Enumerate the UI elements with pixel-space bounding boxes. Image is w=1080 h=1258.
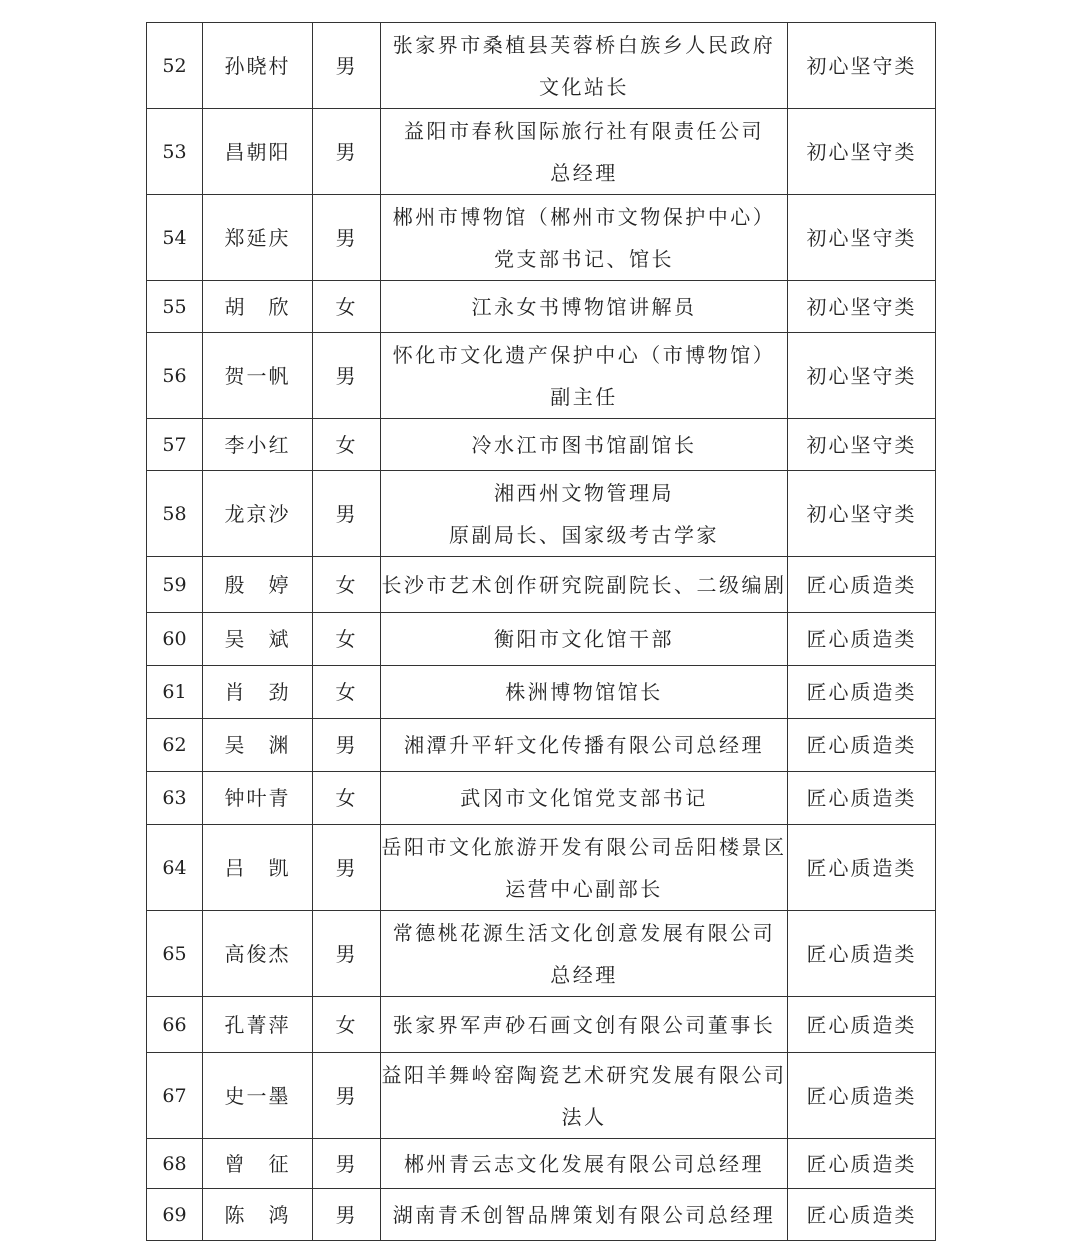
award-category: 匠心质造类 xyxy=(788,719,936,772)
table-row xyxy=(147,772,936,825)
person-name: 吴 斌 xyxy=(203,613,313,666)
work-unit-position xyxy=(381,825,788,911)
gender: 女 xyxy=(313,666,381,719)
table-row xyxy=(147,666,936,719)
work-unit-line: 常德桃花源生活文化创意发展有限公司 xyxy=(392,920,776,945)
work-unit-position xyxy=(381,1139,788,1189)
gender: 女 xyxy=(313,772,381,825)
table-row xyxy=(147,23,936,109)
person-name: 史一墨 xyxy=(203,1053,313,1139)
work-unit-line: 张家界市桑植县芙蓉桥白族乡人民政府 xyxy=(392,32,776,57)
work-unit-line: 总经理 xyxy=(550,160,618,185)
row-number: 54 xyxy=(147,195,203,281)
gender: 女 xyxy=(313,281,381,333)
row-number: 69 xyxy=(147,1189,203,1241)
award-category: 匠心质造类 xyxy=(788,1189,936,1241)
work-unit-position xyxy=(381,23,788,109)
work-unit-line: 江永女书博物馆讲解员 xyxy=(471,294,697,319)
award-category: 匠心质造类 xyxy=(788,1053,936,1139)
award-category: 匠心质造类 xyxy=(788,997,936,1053)
work-unit-position xyxy=(381,557,788,613)
gender: 男 xyxy=(313,911,381,997)
row-number: 60 xyxy=(147,613,203,666)
award-category: 初心坚守类 xyxy=(788,281,936,333)
award-category: 匠心质造类 xyxy=(788,772,936,825)
award-category: 初心坚守类 xyxy=(788,109,936,195)
award-category: 匠心质造类 xyxy=(788,1139,936,1189)
work-unit-position xyxy=(381,1189,788,1241)
gender: 女 xyxy=(313,557,381,613)
work-unit-line: 总经理 xyxy=(550,962,618,987)
person-name: 昌朝阳 xyxy=(203,109,313,195)
work-unit-line: 湘西州文物管理局 xyxy=(494,480,674,505)
table-row xyxy=(147,1189,936,1241)
work-unit-line: 株洲博物馆馆长 xyxy=(505,680,663,704)
award-category: 匠心质造类 xyxy=(788,666,936,719)
row-number: 56 xyxy=(147,333,203,419)
table-row xyxy=(147,281,936,333)
work-unit-position xyxy=(381,772,788,825)
person-name: 龙京沙 xyxy=(203,471,313,557)
award-category: 初心坚守类 xyxy=(788,333,936,419)
gender: 女 xyxy=(313,997,381,1053)
row-number: 64 xyxy=(147,825,203,911)
work-unit-position xyxy=(381,109,788,195)
row-number: 68 xyxy=(147,1139,203,1189)
work-unit-position xyxy=(381,333,788,419)
person-name: 李小红 xyxy=(203,419,313,471)
award-category: 初心坚守类 xyxy=(788,23,936,109)
person-name: 钟叶青 xyxy=(203,772,313,825)
row-number: 55 xyxy=(147,281,203,333)
gender: 女 xyxy=(313,419,381,471)
award-category: 匠心质造类 xyxy=(788,825,936,911)
row-number: 57 xyxy=(147,419,203,471)
gender: 男 xyxy=(313,23,381,109)
row-number: 66 xyxy=(147,997,203,1053)
row-number: 61 xyxy=(147,666,203,719)
gender: 男 xyxy=(313,471,381,557)
gender: 男 xyxy=(313,825,381,911)
table-row xyxy=(147,719,936,772)
work-unit-position xyxy=(381,997,788,1053)
work-unit-line: 张家界军声砂石画文创有限公司董事长 xyxy=(392,1012,776,1037)
person-name: 高俊杰 xyxy=(203,911,313,997)
work-unit-position xyxy=(381,419,788,471)
person-name: 殷 婷 xyxy=(203,557,313,613)
person-name: 吴 渊 xyxy=(203,719,313,772)
table-row xyxy=(147,419,936,471)
work-unit-line: 怀化市文化遗产保护中心（市博物馆） xyxy=(392,342,776,367)
table-body xyxy=(147,23,936,1241)
work-unit-line: 法人 xyxy=(561,1104,607,1129)
gender: 男 xyxy=(313,1189,381,1241)
work-unit-line: 副主任 xyxy=(550,384,618,409)
gender: 男 xyxy=(313,1139,381,1189)
table-row xyxy=(147,195,936,281)
work-unit-position xyxy=(381,471,788,557)
person-name: 孔菁萍 xyxy=(203,997,313,1053)
work-unit-line: 湘潭升平轩文化传播有限公司总经理 xyxy=(404,733,764,757)
award-category: 匠心质造类 xyxy=(788,613,936,666)
table-row xyxy=(147,613,936,666)
table-row xyxy=(147,333,936,419)
table-row xyxy=(147,557,936,613)
award-category: 初心坚守类 xyxy=(788,471,936,557)
work-unit-line: 郴州市博物馆（郴州市文物保护中心） xyxy=(392,204,776,229)
work-unit-line: 衡阳市文化馆干部 xyxy=(494,627,674,651)
gender: 男 xyxy=(313,1053,381,1139)
table-row xyxy=(147,1053,936,1139)
row-number: 67 xyxy=(147,1053,203,1139)
work-unit-line: 益阳市春秋国际旅行社有限责任公司 xyxy=(404,118,764,143)
person-name: 肖 劲 xyxy=(203,666,313,719)
person-name: 陈 鸿 xyxy=(203,1189,313,1241)
person-name: 胡 欣 xyxy=(203,281,313,333)
gender: 女 xyxy=(313,613,381,666)
award-category: 匠心质造类 xyxy=(788,911,936,997)
work-unit-line: 岳阳市文化旅游开发有限公司岳阳楼景区 xyxy=(381,834,787,859)
work-unit-line: 益阳羊舞岭窑陶瓷艺术研究发展有限公司 xyxy=(381,1062,787,1087)
work-unit-line: 湖南青禾创智品牌策划有限公司总经理 xyxy=(392,1202,776,1227)
row-number: 65 xyxy=(147,911,203,997)
row-number: 62 xyxy=(147,719,203,772)
work-unit-position xyxy=(381,613,788,666)
gender: 男 xyxy=(313,195,381,281)
work-unit-line: 党支部书记、馆长 xyxy=(494,246,674,271)
award-category: 初心坚守类 xyxy=(788,419,936,471)
gender: 男 xyxy=(313,109,381,195)
work-unit-position xyxy=(381,195,788,281)
work-unit-position xyxy=(381,281,788,333)
work-unit-line: 武冈市文化馆党支部书记 xyxy=(460,786,708,810)
person-name: 贺一帆 xyxy=(203,333,313,419)
award-category: 匠心质造类 xyxy=(788,557,936,613)
table-row xyxy=(147,997,936,1053)
table-row xyxy=(147,825,936,911)
work-unit-line: 原副局长、国家级考古学家 xyxy=(449,522,719,547)
work-unit-line: 文化站长 xyxy=(539,74,629,99)
row-number: 52 xyxy=(147,23,203,109)
table-row xyxy=(147,109,936,195)
table-row xyxy=(147,1139,936,1189)
gender: 男 xyxy=(313,333,381,419)
honoree-table xyxy=(146,22,936,1241)
work-unit-position xyxy=(381,719,788,772)
person-name: 孙晓村 xyxy=(203,23,313,109)
work-unit-line: 冷水江市图书馆副馆长 xyxy=(471,432,697,457)
person-name: 吕 凯 xyxy=(203,825,313,911)
table-row xyxy=(147,471,936,557)
row-number: 58 xyxy=(147,471,203,557)
person-name: 郑延庆 xyxy=(203,195,313,281)
work-unit-line: 郴州青云志文化发展有限公司总经理 xyxy=(404,1151,764,1176)
work-unit-position xyxy=(381,666,788,719)
person-name: 曾 征 xyxy=(203,1139,313,1189)
work-unit-position xyxy=(381,1053,788,1139)
work-unit-line: 运营中心副部长 xyxy=(505,876,663,901)
gender: 男 xyxy=(313,719,381,772)
award-category: 初心坚守类 xyxy=(788,195,936,281)
row-number: 59 xyxy=(147,557,203,613)
work-unit-position xyxy=(381,911,788,997)
table-row xyxy=(147,911,936,997)
row-number: 53 xyxy=(147,109,203,195)
work-unit-line: 长沙市艺术创作研究院副院长、二级编剧 xyxy=(381,572,787,597)
row-number: 63 xyxy=(147,772,203,825)
